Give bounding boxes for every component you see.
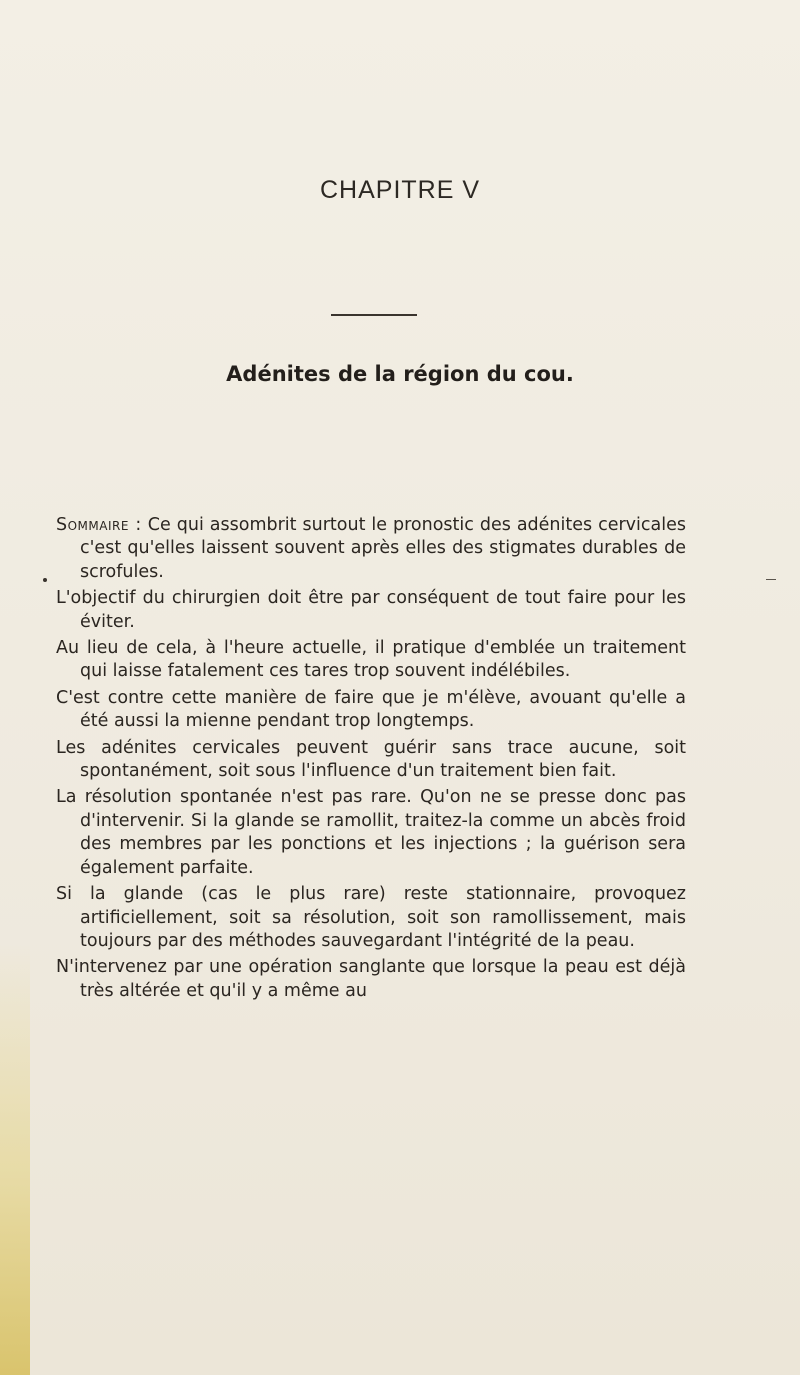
paper-stain — [0, 945, 30, 1375]
chapter-heading: CHAPITRE V — [319, 176, 481, 204]
margin-dash — [766, 579, 776, 580]
paragraph-text: Ce qui assombrit surtout le pronostic des adénites cervicales c'est qu'elles laissent souvent après elles des stigmates durables de scrofules. — [80, 515, 686, 582]
summary-paragraph: Les adénites cervicales peuvent guérir sans trace aucune, soit spontanément, soit sous l'influence d'un traitement bien fait. — [56, 737, 686, 782]
summary-paragraph: Au lieu de cela, à l'heure actuelle, il pratique d'emblée un traitement qui laisse fatalement ces tares trop souvent indélébiles. — [56, 638, 686, 682]
summary-paragraph: Si la glande (cas le plus rare) reste stationnaire, provoquez artificiellement, soit sa résolution, soit son ramollissement, mais toujours par des méthodes sauvegardant l'intégrité de la peau. — [56, 884, 686, 951]
summary-label: Sommaire : — [56, 515, 142, 535]
summary-paragraph — [56, 514, 686, 584]
summary-paragraph: La résolution spontanée n'est pas rare. Qu'on ne se presse donc pas d'intervenir. Si la glande se ramollit, traitez-la comme un abcès froid des membres par les ponctions et les injections ; la guérison sera également parfaite. — [56, 787, 686, 878]
margin-mark — [43, 578, 47, 582]
summary-text — [56, 514, 686, 1006]
chapter-title: Adénites de la région du cou. — [226, 362, 574, 386]
summary-paragraph: C'est contre cette manière de faire que je m'élève, avouant qu'elle a été aussi la mienne pendant trop longtemps. — [56, 687, 686, 732]
summary-paragraph: N'intervenez par une opération sanglante que lorsque la peau est déjà très altérée et qu'il y a même au — [56, 957, 686, 1001]
heading-rule — [331, 314, 417, 316]
summary-paragraph: L'objectif du chirurgien doit être par conséquent de tout faire pour les éviter. — [56, 588, 686, 632]
